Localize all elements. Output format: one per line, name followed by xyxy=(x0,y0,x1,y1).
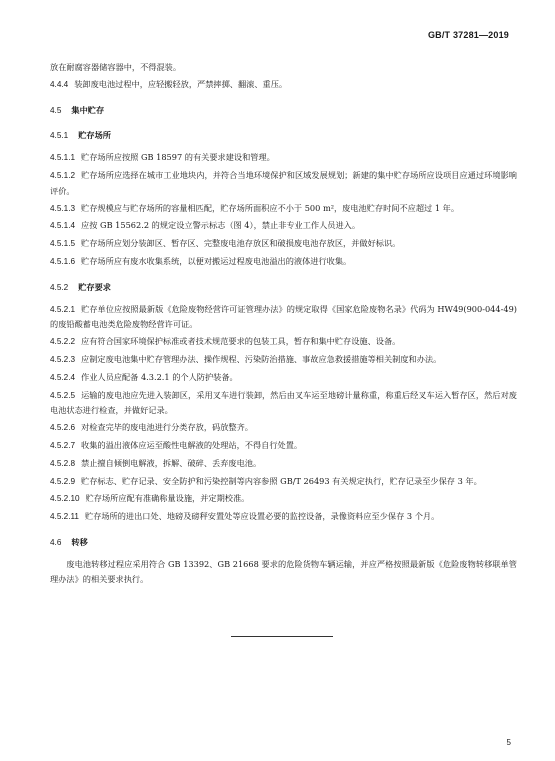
document-body xyxy=(50,58,517,586)
clause xyxy=(50,218,517,234)
clause xyxy=(50,388,517,419)
clause xyxy=(50,77,517,93)
clause-number: 4.5.1.2 xyxy=(50,170,76,180)
clause-text: 贮存场所应选择在城市工业地块内，并符合当地环境保护和区域发展规划；新建的集中贮存场所应设项目应通过环境影响评价。 xyxy=(50,169,517,196)
clause-number: 4.5.2.10 xyxy=(50,494,80,504)
clause-text: 贮存场所应划分装卸区、暂存区、完整废电池存放区和破损废电池存放区，并做好标识。 xyxy=(81,238,401,249)
section-heading xyxy=(50,280,517,296)
clause-text: 应制定废电池集中贮存管理办法、操作规程、污染防治措施、事故应急救援措施等相关制度和办法。 xyxy=(81,353,442,364)
clause xyxy=(50,456,517,472)
clause-number: 4.5.2.4 xyxy=(50,372,76,382)
clause-text: 禁止擅自倾倒电解液，拆解、破碎、丢弃废电池。 xyxy=(81,457,262,468)
section-heading xyxy=(50,535,517,551)
section-title: 贮存要求 xyxy=(78,281,111,292)
clause-text: 贮存标志、贮存记录、安全防护和污染控制等内容参照 GB/T 26493 有关规定执行，贮存记录至少保存 3 年。 xyxy=(81,475,482,486)
section-number: 4.5 xyxy=(50,105,62,115)
clause xyxy=(50,150,517,166)
clause xyxy=(50,236,517,252)
clause-number: 4.5.2.1 xyxy=(50,304,76,314)
clause xyxy=(50,509,517,525)
clause-text: 收集的溢出液体应运至酸性电解液的处理站，不得自行处置。 xyxy=(81,439,303,450)
clause xyxy=(50,254,517,270)
clause xyxy=(50,168,517,199)
clause xyxy=(50,302,517,333)
clause xyxy=(50,334,517,350)
paragraph xyxy=(50,557,517,587)
clause xyxy=(50,60,517,75)
page-number: 5 xyxy=(506,738,511,747)
section-number: 4.5.2 xyxy=(50,282,69,292)
section-number: 4.5.1 xyxy=(50,131,69,141)
clause-number: 4.5.2.5 xyxy=(50,390,76,400)
clause xyxy=(50,352,517,368)
clause-number: 4.5.2.3 xyxy=(50,354,76,364)
section-title: 集中贮存 xyxy=(71,104,105,115)
clause-number: 4.5.2.7 xyxy=(50,440,76,450)
clause-number: 4.5.1.6 xyxy=(50,256,76,266)
clause-text: 应有符合国家环境保护标准或者技术规范要求的包装工具，暂存和集中贮存设施、设备。 xyxy=(81,336,401,347)
end-rule xyxy=(231,636,333,637)
clause-number: 4.5.2.9 xyxy=(50,476,76,486)
clause-text: 贮存场所应配有准确称量设施，并定期校准。 xyxy=(85,493,250,504)
clause-text: 放在耐腐容器储容器中，不得混装。 xyxy=(50,62,182,72)
clause-text: 贮存场所应按照 GB 18597 的有关要求建设和管理。 xyxy=(81,152,275,163)
section-title: 贮存场所 xyxy=(78,130,111,141)
clause xyxy=(50,420,517,436)
clause-number: 4.5.1.3 xyxy=(50,203,76,213)
section-heading xyxy=(50,128,517,144)
section-heading xyxy=(50,103,517,119)
clause xyxy=(50,474,517,490)
clause xyxy=(50,201,517,217)
section-number: 4.6 xyxy=(50,537,62,547)
clause-text: 应按 GB 15562.2 的规定设立警示标志（图 4），禁止非专业工作人员进入。 xyxy=(81,220,361,231)
clause-text: 贮存规模应与贮存场所的容量相匹配，贮存场所面积应不小于 500 m²，废电池贮存时间不应超过 1 年。 xyxy=(81,202,460,213)
clause xyxy=(50,491,517,507)
clause-number: 4.5.1.5 xyxy=(50,239,76,249)
clause-number: 4.5.2.2 xyxy=(50,337,76,347)
clause-text: 装卸废电池过程中，应轻搬轻放，严禁摔掷、翻滚、重压。 xyxy=(74,78,288,89)
clause-text: 作业人员应配备 4.3.2.1 的个人防护装备。 xyxy=(81,371,238,382)
clause-number: 4.4.4 xyxy=(50,79,69,89)
clause-number: 4.5.1.4 xyxy=(50,221,76,231)
clause-number: 4.5.2.6 xyxy=(50,423,76,433)
clause-text: 运输的废电池应先进入装卸区，采用叉车进行装卸，然后由叉车运至地磅计量称重，称重后经叉车运入暂存区，然后对废电池状态进行检查，并做好记录。 xyxy=(50,389,517,416)
clause-text: 贮存场所的进出口处、地磅及磅秤安置处等应设置必要的监控设备，录像资料应至少保存 3 个月。 xyxy=(84,511,440,522)
section-title: 转移 xyxy=(71,536,88,547)
standard-code-header: GB/T 37281—2019 xyxy=(427,30,509,40)
clause-text: 贮存场所应有废水收集系统，以便对搬运过程废电池溢出的液体进行收集。 xyxy=(81,255,352,266)
clause-number: 4.5.2.8 xyxy=(50,458,76,468)
clause xyxy=(50,438,517,454)
clause-text: 废电池转移过程应采用符合 GB 13392、GB 21668 要求的危险货物车辆运输，并应严格按照最新版《危险废物转移联单管理办法》的相关要求执行。 xyxy=(50,558,517,584)
clause-number: 4.5.2.11 xyxy=(50,512,79,522)
clause-number: 4.5.1.1 xyxy=(50,153,76,163)
clause xyxy=(50,370,517,386)
clause-text: 对检查完毕的废电池进行分类存放，码放整齐。 xyxy=(81,422,253,433)
clause-text: 贮存单位应按照最新版《危险废物经营许可证管理办法》的规定取得《国家危险废物名录》代码为 HW49(900-044-49)的废铅酸蓄电池类危险废物经营许可证。 xyxy=(50,303,517,330)
